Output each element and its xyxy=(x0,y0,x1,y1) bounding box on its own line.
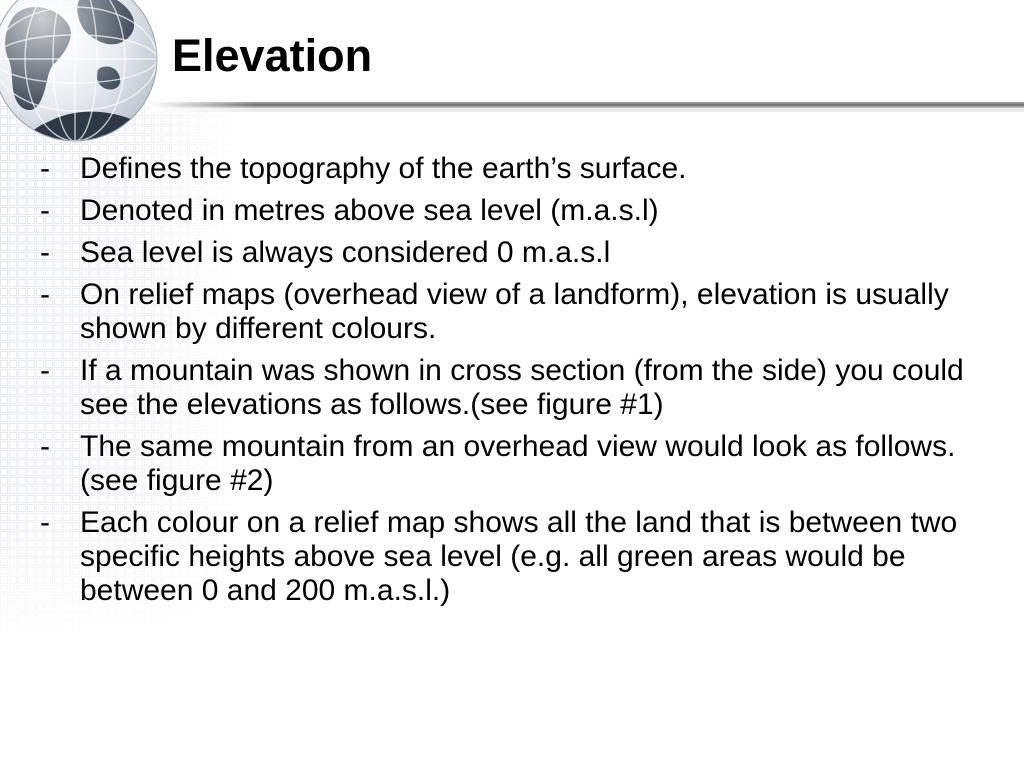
bullet-text: Denoted in metres above sea level (m.a.s.l) xyxy=(80,194,659,227)
bullet-item xyxy=(40,506,1000,608)
bullet-dash: - xyxy=(40,278,50,311)
slide-title: Elevation xyxy=(172,30,373,81)
bullet-item xyxy=(40,236,1000,270)
bullet-item xyxy=(40,194,1000,228)
bullet-item xyxy=(40,430,1000,498)
bullet-text: If a mountain was shown in cross section (from the side) you could see the elevations as follows.(see figure #1) xyxy=(80,354,964,421)
bullet-item xyxy=(40,354,1000,422)
bullet-text: Defines the topography of the earth’s surface. xyxy=(80,152,687,185)
bullet-dash: - xyxy=(40,354,50,387)
bullet-dash: - xyxy=(40,236,50,269)
bullet-dash: - xyxy=(40,152,50,185)
bullet-dash: - xyxy=(40,430,50,463)
globe-icon xyxy=(0,0,163,147)
bullet-list xyxy=(40,152,1000,616)
bullet-text: The same mountain from an overhead view would look as follows.(see figure #2) xyxy=(80,430,956,497)
bullet-dash: - xyxy=(40,194,50,227)
bullet-dash: - xyxy=(40,506,50,539)
title-divider xyxy=(150,101,1024,113)
bullet-item xyxy=(40,152,1000,186)
bullet-text: On relief maps (overhead view of a landform), elevation is usually shown by different colours. xyxy=(80,278,949,345)
bullet-text: Sea level is always considered 0 m.a.s.l xyxy=(80,236,611,269)
bullet-item xyxy=(40,278,1000,346)
bullet-text: Each colour on a relief map shows all the land that is between two specific heights above sea level (e.g. all green areas would be between 0 and 200 m.a.s.l.) xyxy=(80,506,958,607)
